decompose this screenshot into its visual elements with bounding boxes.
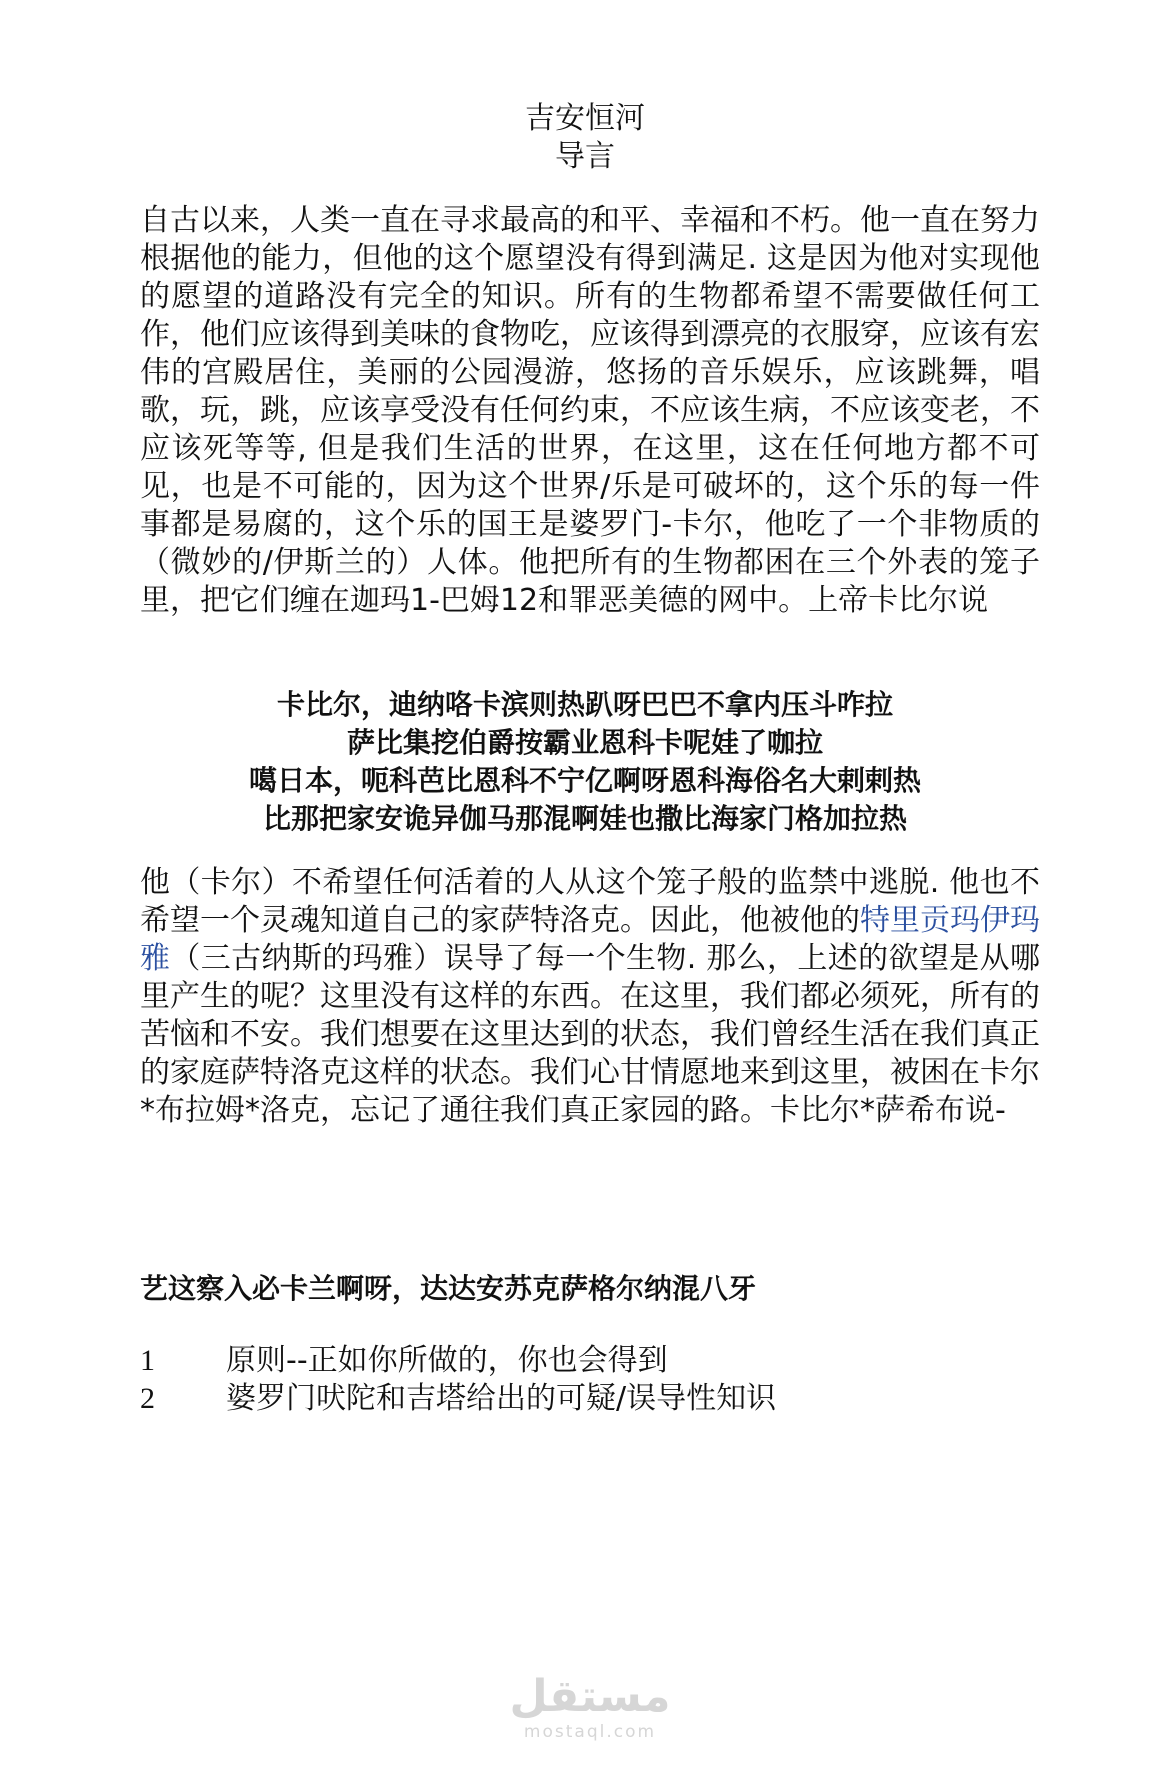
section-heading: 艺这察入必卡兰啊呀，达达安苏克萨格尔纳混八牙: [140, 1272, 757, 1305]
watermark-logo: مستقل: [509, 1671, 671, 1722]
footnote-number: 1: [140, 1344, 155, 1377]
highlighted-term: 特里贡玛伊玛雅: [140, 903, 1040, 976]
document-subtitle: 导言: [555, 139, 615, 174]
document-title: 吉安恒河: [525, 101, 645, 136]
second-paragraph: [140, 864, 1040, 1130]
mostaql-watermark: [500, 1672, 680, 1742]
watermark-url: mostaql.com: [523, 1722, 657, 1742]
verse-line: 卡比尔，迪纳咯卡滨则热趴呀巴巴不拿内压斗咋拉: [276, 688, 893, 721]
footnote-text: 婆罗门吠陀和吉塔给出的可疑/误导性知识: [226, 1381, 777, 1416]
footnote-list: [140, 1342, 776, 1418]
footnote-item: [140, 1342, 776, 1380]
second-paragraph-text: 他（卡尔）不希望任何活着的人从这个笼子般的监禁中逃脱. 他也不希望一个灵魂知道自己的家萨特洛克。因此，他被他的: [140, 865, 1040, 938]
intro-paragraph: 自古以来，人类一直在寻求最高的和平、幸福和不朽。他一直在努力根据他的能力，但他的这个愿望没有得到满足. 这是因为他对实现他的愿望的道路没有完全的知识。所有的生物都希望不需要做任何工作，他们应该得到美味的食物吃，应该得到漂亮的衣服穿，应该有宏伟的宫殿居住，美丽的公园漫游，悠扬的音乐娱乐，应该跳舞，唱歌，玩，跳，应该享受没有任何约束，不应该生病，不应该变老，不应该死等等, 但是我们生活的世界，在这里，这在任何地方都不可见，也是不可能的，因为这个世界/乐是可破坏的，这个乐的每一件事都是易腐的，这个乐的国王是婆罗门-卡尔，他吃了一个非物质的（微妙的/伊斯兰的）人体。他把所有的生物都困在三个外表的笼子里，把它们缠在迦玛1-巴姆12和罪恶美德的网中。上帝卡比尔说: [140, 203, 1040, 618]
footnote-number: 2: [140, 1382, 155, 1415]
verse-block: [0, 686, 1170, 838]
verse-line: 萨比集挖伯爵按霸业恩科卡呢娃了咖拉: [346, 726, 823, 759]
footnote-text: 原则--正如你所做的，你也会得到: [226, 1343, 668, 1378]
verse-line: 比那把家安诡异伽马那混啊娃也撒比海家门格加拉热: [262, 802, 907, 835]
second-paragraph-text: （三古纳斯的玛雅）误导了每一个生物. 那么，上述的欲望是从哪里产生的呢？这里没有这样的东西。在这里，我们都必须死，所有的苦恼和不安。我们想要在这里达到的状态，我们曾经生活在我们真正的家庭萨特洛克这样的状态。我们心甘情愿地来到这里，被困在卡尔*布拉姆*洛克，忘记了通往我们真正家园的路。卡比尔*萨希布说-: [140, 941, 1041, 1128]
footnote-item: [140, 1380, 776, 1418]
verse-line: 噶日本，呃科芭比恩科不宁亿啊呀恩科海俗名大剌剌热: [248, 764, 921, 797]
